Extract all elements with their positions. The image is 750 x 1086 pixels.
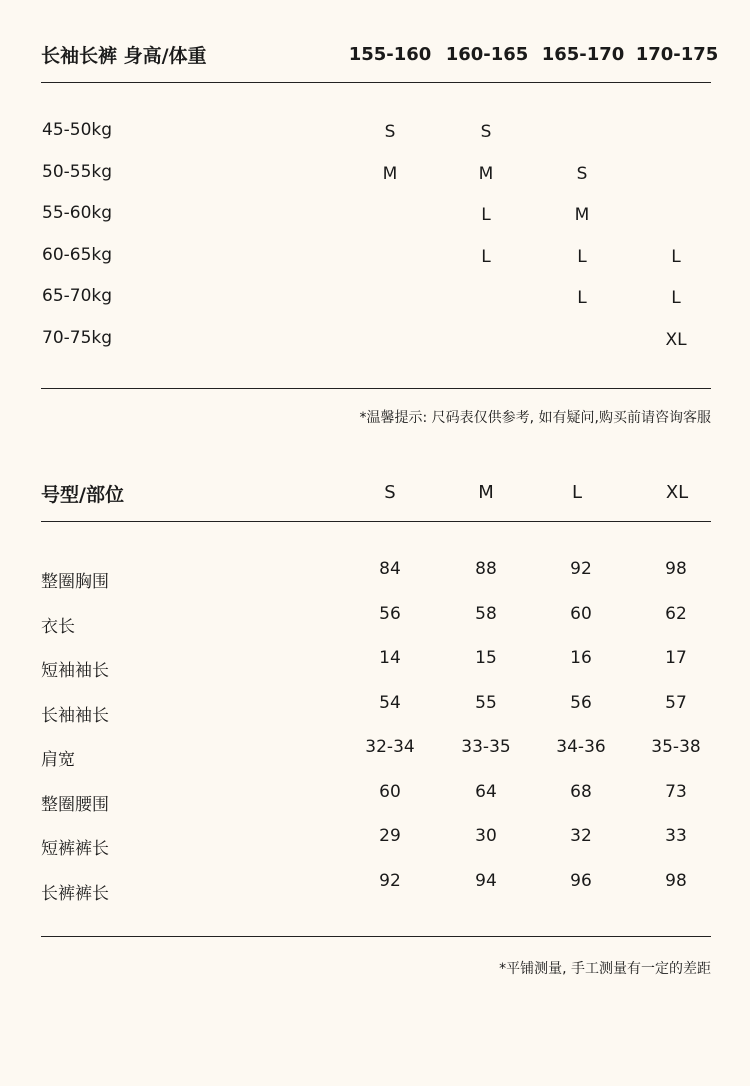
table1-top-rule (41, 82, 711, 83)
table2-cell: 30 (475, 826, 497, 846)
table1-cell: S (576, 163, 588, 184)
table2-cell: 57 (665, 692, 687, 713)
table1-row-label: 55-60kg (42, 203, 113, 223)
table2-bottom-rule (41, 936, 711, 937)
table2-cell: 35-38 (651, 737, 701, 757)
table2-cell: 15 (475, 648, 497, 668)
table2-col-header: M (478, 482, 494, 503)
table1-cell: L (671, 288, 681, 308)
table2-row-label: 长裤裤长 (41, 883, 109, 904)
table2-top-rule (41, 521, 711, 522)
table2-cell: 98 (665, 870, 687, 891)
table1-bottom-rule (41, 388, 711, 389)
table2-cell: 55 (475, 692, 497, 713)
table2-row-label: 整圈腰围 (41, 794, 109, 815)
table1-cell: S (384, 122, 396, 142)
table1-col-header: 160-165 (445, 44, 529, 65)
table2-cell: 16 (570, 648, 592, 668)
table1-cell: M (574, 205, 590, 225)
table2-note: *平铺测量, 手工测量有一定的差距 (499, 961, 711, 977)
table2-col-header: S (384, 482, 396, 503)
table2-row-label: 短裤裤长 (41, 839, 109, 859)
table1-cell: M (382, 163, 398, 184)
table2-title: 号型/部位 (41, 484, 124, 506)
table2-cell: 96 (570, 870, 592, 891)
table1-note: *温馨提示: 尺码表仅供参考, 如有疑问,购买前请咨询客服 (359, 410, 711, 426)
table2-cell: 17 (665, 648, 687, 668)
table2-cell: 14 (379, 648, 401, 668)
table1-cell: L (481, 205, 491, 225)
table1-row-label: 50-55kg (42, 161, 113, 182)
table2-cell: 98 (665, 559, 687, 579)
table2-cell: 94 (475, 870, 497, 891)
table2-cell: 54 (379, 692, 401, 713)
table2-cell: 92 (570, 559, 592, 579)
table1-row-label: 70-75kg (42, 327, 113, 348)
table1-title: 长袖长裤 身高/体重 (41, 45, 207, 67)
table2-col-header: XL (665, 482, 689, 503)
table2-cell: 32 (570, 826, 592, 846)
table1-cell: L (481, 246, 491, 267)
table2-cell: 60 (570, 603, 592, 624)
table2-cell: 33-35 (461, 737, 511, 757)
table2-cell: 73 (665, 781, 687, 802)
table2-cell: 58 (475, 603, 497, 624)
table2-row-label: 衣长 (41, 616, 75, 637)
table1-cell: L (577, 288, 587, 308)
table2-cell: 34-36 (556, 737, 606, 757)
table2-cell: 56 (570, 692, 592, 713)
table1-cell: XL (665, 329, 687, 350)
table2-row-label: 肩宽 (41, 750, 75, 770)
table1-row-label: 60-65kg (42, 244, 113, 265)
table2-row-label: 长袖袖长 (41, 705, 109, 726)
table1-cell: M (478, 163, 494, 184)
table2-row-label: 短袖袖长 (41, 661, 109, 681)
table2-cell: 56 (379, 603, 401, 624)
table2-cell: 88 (475, 559, 497, 579)
table2-cell: 32-34 (365, 737, 415, 757)
table1-cell: L (577, 246, 587, 267)
table1-cell: S (480, 122, 492, 142)
table2-cell: 84 (379, 559, 401, 579)
table2-cell: 92 (379, 870, 401, 891)
table2-cell: 60 (379, 781, 401, 802)
table1-col-header: 155-160 (348, 44, 432, 65)
table2-cell: 29 (379, 826, 401, 846)
table2-cell: 62 (665, 603, 687, 624)
table1-col-header: 170-175 (635, 44, 719, 65)
table2-cell: 33 (665, 826, 687, 846)
table1-row-label: 65-70kg (42, 286, 113, 306)
table2-row-label: 整圈胸围 (41, 572, 109, 592)
table1-cell: L (671, 246, 681, 267)
table1-row-label: 45-50kg (42, 120, 113, 140)
table2-cell: 64 (475, 781, 497, 802)
table1-col-header: 165-170 (541, 44, 625, 65)
table2-col-header: L (571, 482, 583, 503)
table2-cell: 68 (570, 781, 592, 802)
